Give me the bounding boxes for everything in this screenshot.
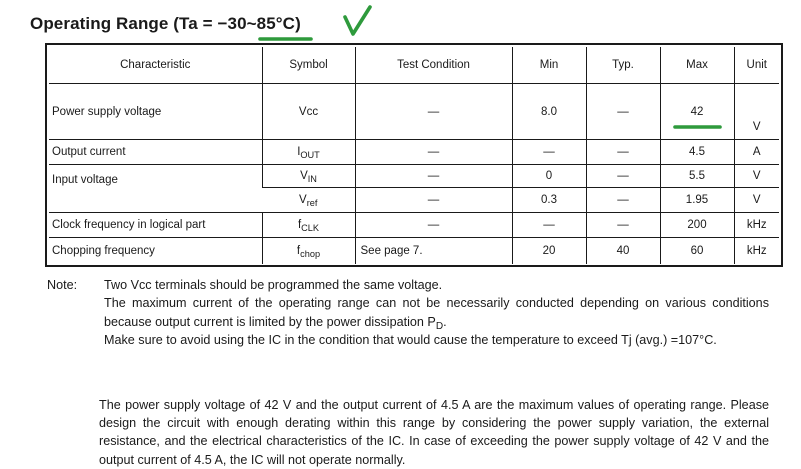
cell-symbol: [262, 213, 355, 238]
note-line-2-text: The maximum current of the operating range can not be necessarily conducted depending on various conditions because output current is limited by the power dissipation P: [104, 296, 769, 329]
cell-max: 5.5: [660, 165, 734, 188]
table-row: [49, 238, 779, 264]
symbol-sub: ref: [306, 198, 318, 208]
cell-characteristic: [49, 165, 262, 213]
cell-min: 20: [512, 238, 586, 264]
symbol-base: f: [297, 219, 302, 231]
symbol-base: I: [297, 146, 301, 158]
cell-typ: —: [586, 165, 660, 188]
table-header-row: [49, 47, 779, 84]
note-line-1: Two Vcc terminals should be programmed the same voltage.: [104, 278, 443, 292]
cell-condition: See page 7.: [355, 238, 512, 264]
derating-paragraph: The power supply voltage of 42 V and the output current of 4.5 A are the maximum values of operating range. Please design the circuit with enough derating within this range by considering the power supply variation, the external resistance, and the electrical characteristics of the IC. In case of exceeding the power supply voltage of 42 V and the output current of 4.5 A, the IC will not operate normally.: [99, 397, 769, 467]
symbol-sub: cc: [306, 105, 319, 118]
cell-max: 1.95: [660, 188, 734, 213]
cell-typ: —: [586, 140, 660, 165]
cell-unit: V: [734, 188, 779, 213]
symbol-base: V: [298, 105, 307, 118]
cell-characteristic: Clock frequency in logical part: [49, 213, 262, 238]
note-body: [104, 276, 769, 350]
note-line-2-end: .: [443, 314, 447, 329]
symbol-base: V: [299, 194, 307, 206]
header-typ: Typ.: [586, 47, 660, 84]
symbol-sub: OUT: [300, 150, 320, 160]
cell-unit: A: [734, 140, 779, 165]
symbol-base: f: [296, 244, 301, 257]
table-row: [49, 165, 779, 188]
cell-min: 8.0: [512, 84, 586, 140]
cell-symbol: [262, 238, 355, 264]
cell-typ: —: [586, 188, 660, 213]
cell-condition: —: [355, 213, 512, 238]
cell-characteristic: Chopping frequency: [49, 238, 262, 264]
cell-condition: —: [355, 140, 512, 165]
cell-unit: kHz: [734, 213, 779, 238]
cell-typ: —: [586, 213, 660, 238]
header-symbol: Symbol: [262, 47, 355, 84]
max-value: 42: [690, 105, 704, 118]
cell-max: 4.5: [660, 140, 734, 165]
cell-typ: —: [586, 84, 660, 140]
cell-characteristic: Power supply voltage: [52, 105, 162, 118]
symbol-sub: chop: [300, 248, 321, 259]
title-underline-mark: [258, 35, 314, 43]
cell-symbol: [262, 165, 355, 188]
cell-min: 0.3: [512, 188, 586, 213]
cell-min: —: [512, 213, 586, 238]
title-temperature-range: −30~85°C: [217, 14, 296, 33]
cell-max: [660, 84, 734, 140]
header-min: Min: [512, 47, 586, 84]
cell-condition: —: [355, 165, 512, 188]
header-characteristic: Characteristic: [49, 47, 262, 84]
cell-symbol: [262, 84, 355, 140]
note-label: Note:: [47, 278, 78, 292]
note-line-2-sub: D: [435, 320, 444, 332]
symbol-sub: IN: [307, 174, 317, 184]
cell-min: —: [512, 140, 586, 165]
characteristic-label: Input voltage: [52, 174, 118, 186]
symbol-base: V: [300, 170, 308, 182]
checkmark-icon: [338, 2, 378, 40]
note-block: [47, 276, 769, 350]
note-line-2: [104, 294, 769, 331]
symbol-sub: CLK: [301, 223, 320, 233]
cell-max: 200: [660, 213, 734, 238]
title-prefix: Operating Range (Ta =: [30, 14, 218, 33]
cell-max: 60: [660, 238, 734, 264]
note-line-3: Make sure to avoid using the IC in the condition that would cause the temperature to exceed Tj (avg.) =107°C.: [104, 333, 717, 348]
cell-unit: V: [734, 84, 779, 140]
header-test-condition: Test Condition: [355, 47, 512, 84]
cell-characteristic: Output current: [49, 140, 262, 165]
header-max: Max: [660, 47, 734, 84]
cell-symbol: [262, 140, 355, 165]
cell-symbol: [262, 188, 355, 213]
cell-condition: —: [355, 84, 512, 140]
cell-min: 0: [512, 165, 586, 188]
table-row: [49, 140, 779, 165]
table-row: [49, 213, 779, 238]
max-underline-mark: [673, 123, 723, 131]
table-row: [49, 84, 779, 140]
cell-condition: —: [355, 188, 512, 213]
operating-range-table: [49, 47, 779, 264]
cell-unit: V: [734, 165, 779, 188]
header-unit: Unit: [734, 47, 779, 84]
cell-unit: kHz: [734, 238, 779, 264]
page-title: [30, 14, 301, 34]
title-suffix: ): [295, 14, 301, 33]
cell-typ: 40: [586, 238, 660, 264]
